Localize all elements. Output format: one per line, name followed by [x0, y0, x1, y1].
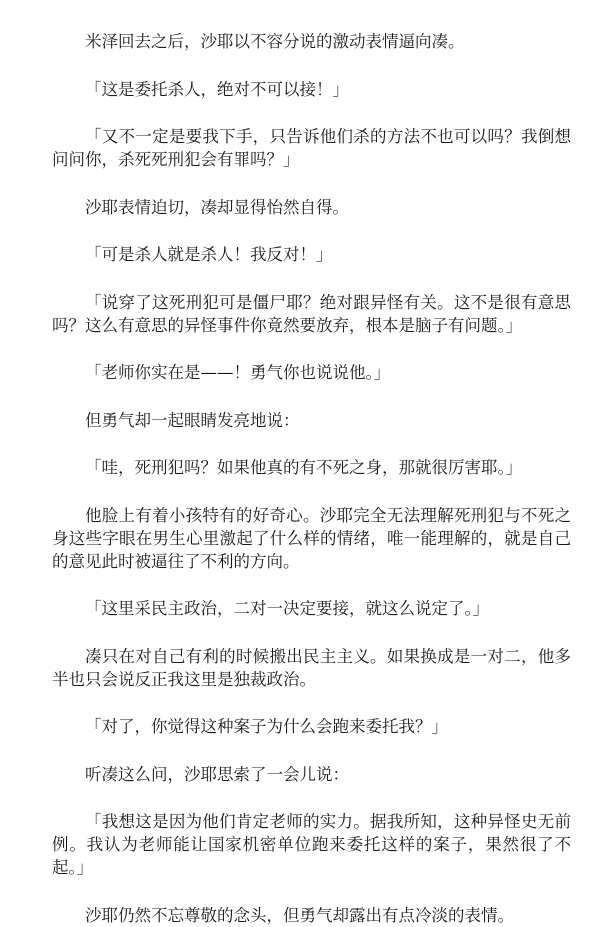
paragraph: 「这是委托杀人，绝对不可以接！」: [85, 79, 349, 99]
paragraph: 「可是杀人就是杀人！我反对！」: [85, 245, 333, 264]
paragraph: 沙耶仍然不忘尊敬的念头，但勇气却露出有点冷淡的表情。: [85, 905, 514, 925]
paragraph: 「这里采民主政治，二对一决定要接，就这么说定了。」: [85, 599, 490, 618]
paragraph: 但勇气却一起眼睛发亮地说：: [85, 410, 300, 430]
paragraph: 「哇，死刑犯吗？如果他真的有不死之身，那就很厉害耶。」: [85, 458, 523, 477]
paragraph: 听凑这么问，沙耶思索了一会儿说：: [85, 764, 349, 784]
paragraph: 「说穿了这死刑犯可是僵尸耶？绝对跟异怪有关。这不是很有意思吗？这么有意思的异怪事件你竟然要放弃，根本是脑子有问题。」: [52, 292, 571, 335]
paragraph: 「老师你实在是——！勇气你也说说他。」: [85, 363, 391, 382]
paragraph: 他脸上有着小孩特有的好奇心。沙耶完全无法理解死刑犯与不死之身这些字眼在男生心里激起了什么样的情绪，唯一能理解的，就是自己的意见此时被逼往了不利的方向。: [52, 505, 571, 571]
paragraph: 米泽回去之后，沙耶以不容分说的激动表情逼向凑。: [85, 32, 465, 51]
paragraph: 沙耶表情迫切，凑却显得怡然自得。: [85, 197, 349, 217]
paragraph: 「对了，你觉得这种案子为什么会跑来委托我？」: [85, 717, 448, 736]
paragraph: 「又不一定是要我下手，只告诉他们杀的方法不也可以吗？我倒想问问你，杀死死刑犯会有罪吗？」: [52, 127, 571, 169]
paragraph: 「我想这是因为他们肯定老师的实力。据我所知，这种异怪史无前例。我认为老师能让国家机密单位跑来委托这样的案子，果然很了不起。」: [52, 812, 571, 877]
paragraph: 凑只在对自己有利的时候搬出民主主义。如果换成是一对二，他多半也只会说反正我这里是独裁政治。: [52, 646, 571, 689]
